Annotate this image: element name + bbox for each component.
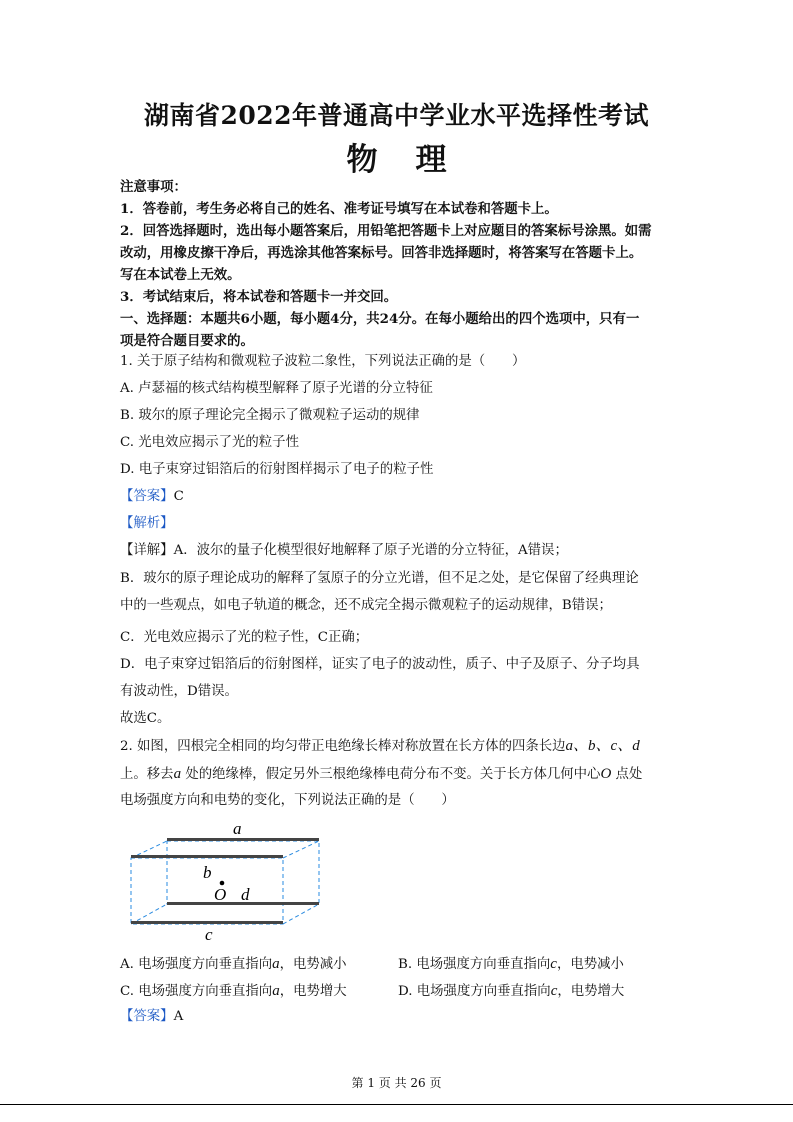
label-a: a <box>233 819 242 838</box>
notice-heading: 注意事项： <box>120 179 187 195</box>
detail-text: A．波尔的量子化模型很好地解释了原子光谱的分立特征，A错误； <box>173 543 568 558</box>
notice-item: 3．考试结束后，将本试卷和答题卡一并交回。 <box>120 289 398 305</box>
q1-option-b: B. 玻尔的原子理论完全揭示了微观粒子运动的规律 <box>120 408 420 423</box>
q2-stem-text: 2. 如图，四根完全相同的均匀带正电绝缘长棒对称放置在长方体的四条长边 <box>120 739 566 754</box>
footer-divider <box>0 1104 793 1105</box>
q1-option-d: D. 电子束穿过铝箔后的衍射图样揭示了电子的粒子性 <box>120 462 434 477</box>
option-text: B. 电场强度方向垂直指向 <box>398 957 551 972</box>
notice-item: 1．答卷前，考生务必将自己的姓名、准考证号填写在本试卷和答题卡上。 <box>120 201 558 217</box>
q1-detail-line: C．光电效应揭示了光的粒子性，C正确； <box>120 630 369 645</box>
q2-stem-line <box>120 765 642 784</box>
option-text: ，电势减小 <box>556 957 624 972</box>
cuboid-figure <box>125 818 330 943</box>
answer-value: A <box>173 1009 184 1024</box>
q2-option-b <box>398 955 624 974</box>
option-text: ，电势增大 <box>279 984 347 999</box>
notice-item: 改动，用橡皮擦干净后，再选涂其他答案标号。回答非选择题时，将答案写在答题卡上。 <box>120 245 643 261</box>
option-text: C. 电场强度方向垂直指向 <box>120 984 273 999</box>
q2-var: O <box>600 766 612 782</box>
q2-stem-text: 上。移去 <box>120 767 174 782</box>
label-d: d <box>241 885 250 904</box>
rod-b <box>131 855 283 858</box>
detail-tag: 【详解】 <box>120 543 174 558</box>
q2-option-a <box>120 955 347 974</box>
q1-analysis-tag: 【解析】 <box>120 516 174 531</box>
q1-option-a: A. 卢瑟福的核式结构模型解释了原子光谱的分立特征 <box>120 381 433 396</box>
q2-stem-line <box>120 737 640 756</box>
q2-option-c <box>120 982 347 1001</box>
option-text: D. 电场强度方向垂直指向 <box>398 984 551 999</box>
answer-tag: 【答案】 <box>120 1009 174 1024</box>
q2-var: a <box>173 766 182 782</box>
label-o: O <box>214 885 227 904</box>
q2-option-d <box>398 982 624 1001</box>
answer-tag: 【答案】 <box>120 489 174 504</box>
q1-detail-line: 故选C。 <box>120 711 171 726</box>
label-b: b <box>203 863 212 882</box>
notice-item: 写在本试卷上无效。 <box>120 267 241 283</box>
section-heading-cont: 项是符合题目要求的。 <box>120 333 254 349</box>
option-var: c <box>550 956 557 972</box>
subject-title: 物理 <box>346 142 485 178</box>
q2-vars: a、b、c、d <box>565 738 640 754</box>
option-text: ，电势增大 <box>557 984 625 999</box>
q1-option-c: C. 光电效应揭示了光的粒子性 <box>120 435 299 450</box>
q1-detail-line: B．玻尔的原子理论成功的解释了氢原子的分立光谱，但不足之处，是它保留了经典理论 <box>120 571 639 586</box>
section-heading: 一、选择题：本题共6小题，每小题4分，共24分。在每小题给出的四个选项中，只有一 <box>120 311 640 327</box>
q2-stem-line: 电场强度方向和电势的变化，下列说法正确的是（ ） <box>120 793 455 808</box>
q2-stem-text: 点处 <box>611 767 643 782</box>
label-c: c <box>205 925 213 943</box>
option-var: a <box>272 956 280 972</box>
q1-detail-line: 中的一些观点，如电子轨道的概念，还不成完全揭示微观粒子的运动规律，B错误； <box>120 598 612 613</box>
q1-stem: 1. 关于原子结构和微观粒子波粒二象性，下列说法正确的是（ ） <box>120 354 526 369</box>
q1-answer <box>120 488 184 506</box>
option-var: a <box>272 983 280 999</box>
q2-stem-text: 处的绝缘棒，假定另外三根绝缘棒电荷分布不变。关于长方体几何中心 <box>181 767 601 782</box>
rod-a <box>167 838 319 841</box>
notice-item: 2．回答选择题时，选出每小题答案后，用铅笔把答题卡上对应题目的答案标号涂黑。如需 <box>120 223 652 239</box>
option-text: ，电势减小 <box>279 957 347 972</box>
exam-title: 湖南省2022年普通高中学业水平选择性考试 <box>143 101 650 130</box>
q2-answer <box>120 1008 183 1026</box>
page-number: 第 1 页 共 26 页 <box>351 1076 442 1090</box>
rod-c <box>131 921 283 924</box>
option-text: A. 电场强度方向垂直指向 <box>120 957 273 972</box>
q1-detail-line <box>120 542 568 560</box>
q1-detail-line: D．电子束穿过铝箔后的衍射图样，证实了电子的波动性，质子、中子及原子、分子均具 <box>120 657 640 672</box>
option-var: c <box>550 983 558 999</box>
answer-value: C <box>173 489 184 504</box>
cuboid-edges <box>131 841 319 924</box>
q1-detail-line: 有波动性，D错误。 <box>120 684 238 699</box>
